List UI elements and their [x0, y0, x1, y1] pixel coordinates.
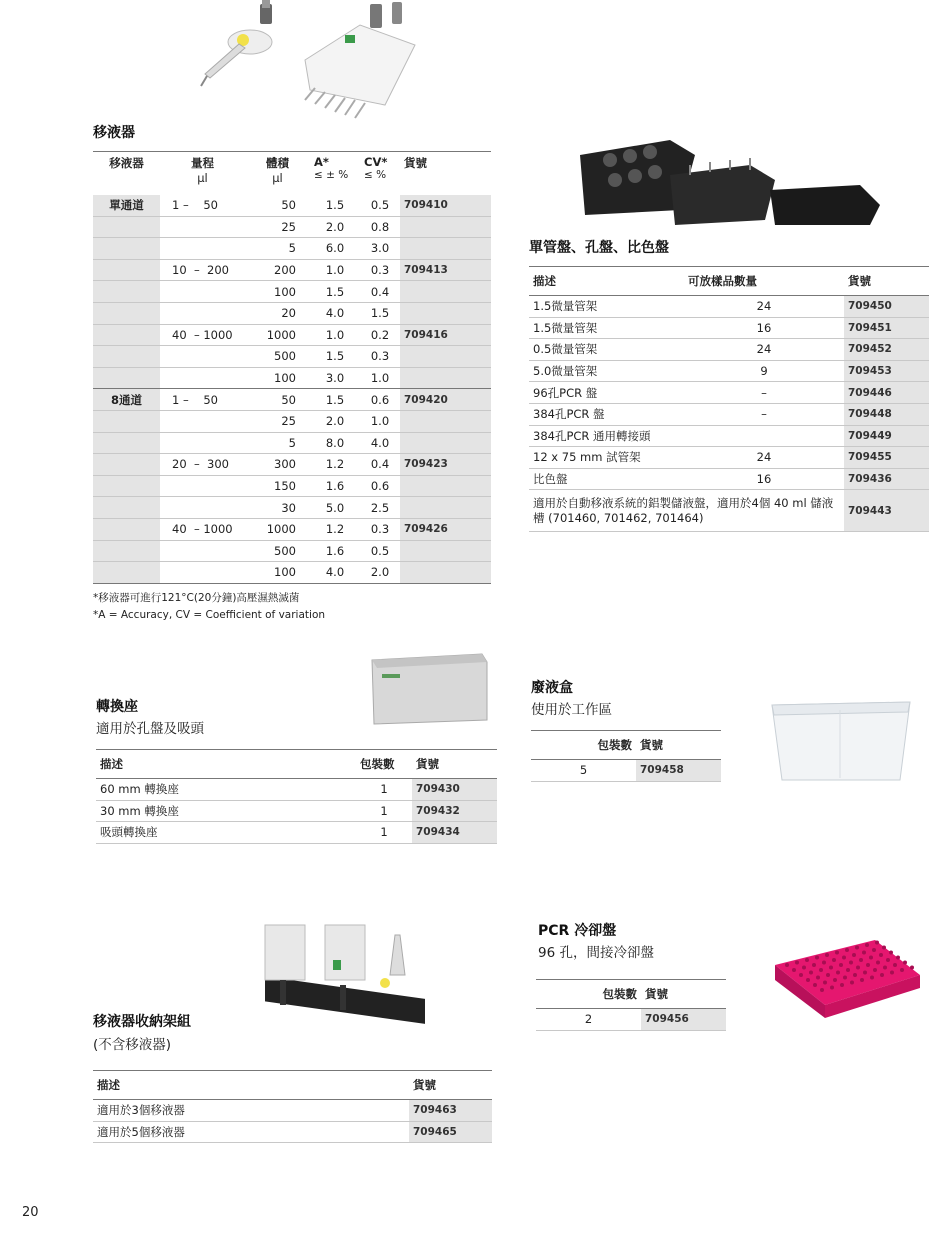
rack-desc: 5.0微量管架: [533, 364, 598, 379]
header-part-number: 貨號: [404, 156, 427, 170]
cell-accuracy: 2.0: [325, 219, 345, 234]
pipette-row: [93, 324, 491, 346]
rack-desc: 比色盤: [533, 472, 568, 487]
rack-part-number: 709448: [844, 403, 929, 425]
cell-range: [160, 367, 245, 389]
waste-header-part: 貨號: [640, 738, 663, 752]
well-hole: [869, 956, 873, 960]
cell-part-number: [400, 346, 491, 368]
cell-cv: 0.4: [370, 284, 390, 299]
cell-channel: 8通道: [93, 389, 160, 411]
well-hole: [823, 981, 827, 985]
well-hole: [860, 978, 864, 982]
cell-cv: 2.0: [370, 565, 390, 580]
stand-row: [93, 1121, 492, 1143]
cell-range: [160, 216, 245, 238]
well-hole: [830, 986, 834, 990]
cell-accuracy: 3.0: [325, 371, 345, 386]
rack-row: [529, 382, 929, 404]
well-hole: [792, 968, 796, 972]
adapter-row: [96, 822, 497, 844]
cell-accuracy: 5.0: [325, 500, 345, 515]
cell-volume: 50: [281, 198, 296, 213]
rack-row: [529, 447, 929, 469]
pipette-row: [93, 475, 491, 497]
stand-part-number: 709463: [409, 1100, 492, 1122]
header-volume: 體積 µl: [266, 156, 289, 185]
waste-subtitle: 使用於工作區: [531, 702, 612, 718]
rack-row: [529, 339, 929, 361]
well-hole: [795, 961, 799, 965]
adapter-header-desc: 描述: [100, 757, 123, 771]
cell-channel: [93, 432, 160, 454]
pipette-row: [93, 432, 491, 454]
adapter-desc: 30 mm 轉換座: [100, 803, 179, 818]
well-hole: [802, 966, 806, 970]
multi-channel-pipette-image: [305, 2, 415, 118]
well-hole: [785, 963, 789, 967]
rack-part-number: 709443: [844, 490, 929, 532]
cell-accuracy: 1.5: [325, 349, 345, 364]
adapter-subtitle: 適用於孔盤及吸頭: [96, 721, 204, 737]
cell-range: 1 – 50: [172, 392, 218, 407]
pipette-row: [93, 389, 491, 411]
cell-range: [160, 540, 245, 562]
racks-header-part: 貨號: [848, 274, 871, 288]
cell-part-number: [400, 540, 491, 562]
cell-channel: [93, 324, 160, 346]
cell-part-number: [400, 281, 491, 303]
stand-table: [93, 1070, 492, 1143]
cell-volume: 200: [274, 263, 296, 278]
header-accuracy: A* ≤ ± %: [314, 155, 349, 181]
cell-accuracy: 1.0: [325, 263, 345, 278]
cell-part-number: 709420: [400, 389, 491, 411]
cell-channel: [93, 367, 160, 389]
cell-part-number: 709416: [400, 324, 491, 346]
waste-part: 709458: [636, 760, 721, 782]
well-hole: [882, 946, 886, 950]
pipette-row: [93, 238, 491, 260]
well-hole: [849, 961, 853, 965]
well-hole: [876, 961, 880, 965]
well-hole: [839, 963, 843, 967]
cell-accuracy: 1.5: [325, 284, 345, 299]
racks-image: [570, 130, 890, 230]
well-hole: [812, 963, 816, 967]
well-hole: [900, 968, 904, 972]
cell-part-number: [400, 497, 491, 519]
cell-cv: 0.3: [370, 522, 390, 537]
cell-cv: 2.5: [370, 500, 390, 515]
well-hole: [879, 953, 883, 957]
well-hole: [835, 951, 839, 955]
well-hole: [852, 953, 856, 957]
pipettes-table: [93, 151, 491, 584]
adapter-body: [96, 779, 497, 844]
rack-part-number: 709451: [844, 317, 929, 339]
well-hole: [815, 956, 819, 960]
rack-part-number: 709450: [844, 296, 929, 318]
cell-accuracy: 6.0: [325, 241, 345, 256]
cell-part-number: [400, 475, 491, 497]
cell-part-number: 709413: [400, 259, 491, 281]
cell-cv: 0.5: [370, 543, 390, 558]
cell-accuracy: 4.0: [325, 306, 345, 321]
cell-part-number: [400, 216, 491, 238]
cell-channel: [93, 346, 160, 368]
cell-range: [160, 497, 245, 519]
cell-volume: 1000: [266, 327, 296, 342]
cell-volume: 5: [288, 241, 296, 256]
rack-desc: 適用於自動移液系統的鋁製儲液盤，適用於4個 40 ml 儲液槽 (701460, 701462, 701464): [533, 495, 834, 525]
cell-volume: 100: [274, 565, 296, 580]
cell-part-number: [400, 302, 491, 324]
cell-range: 20 – 300: [172, 457, 229, 472]
note-abbrev: *A = Accuracy, CV = Coefficient of variation: [93, 609, 326, 621]
pipette-row: [93, 518, 491, 540]
pipettes-body: [93, 195, 491, 584]
stand-part-number: 709465: [409, 1121, 492, 1143]
waste-table: [531, 730, 721, 782]
cell-cv: 1.0: [370, 414, 390, 429]
pipette-row: [93, 454, 491, 476]
well-hole: [822, 961, 826, 965]
well-hole: [846, 968, 850, 972]
cell-accuracy: 1.2: [325, 457, 345, 472]
well-hole: [816, 976, 820, 980]
well-hole: [853, 973, 857, 977]
adapter-desc: 吸頭轉換座: [100, 825, 158, 840]
adapter-part-number: 709434: [412, 822, 497, 844]
pipette-row: [93, 367, 491, 389]
rack-qty: –: [761, 407, 767, 422]
racks-title: 單管盤、孔盤、比色盤: [529, 240, 669, 256]
cell-accuracy: 2.0: [325, 414, 345, 429]
rack-row: [529, 468, 929, 490]
cell-range: [160, 302, 245, 324]
cell-accuracy: 8.0: [325, 435, 345, 450]
cooler-title: PCR 冷卻盤: [538, 923, 617, 939]
cell-volume: 25: [281, 219, 296, 234]
header-range: 量程 µl: [191, 156, 214, 185]
well-hole: [872, 948, 876, 952]
cell-cv: 1.5: [370, 306, 390, 321]
cell-channel: [93, 259, 160, 281]
well-hole: [850, 981, 854, 985]
adapter-qty: 1: [380, 825, 388, 840]
well-hole: [819, 968, 823, 972]
well-hole: [855, 946, 859, 950]
pipette-row: [93, 259, 491, 281]
cell-range: [160, 432, 245, 454]
header-pipette: 移液器: [109, 156, 144, 170]
well-hole: [836, 971, 840, 975]
well-hole: [806, 978, 810, 982]
cell-channel: [93, 302, 160, 324]
adapter-desc: 60 mm 轉換座: [100, 782, 179, 797]
racks-body: [529, 296, 929, 532]
cell-channel: [93, 216, 160, 238]
rack-desc: 1.5微量管架: [533, 299, 598, 314]
cell-range: [160, 281, 245, 303]
pipette-row: [93, 216, 491, 238]
rack-row: [529, 296, 929, 318]
cell-channel: [93, 518, 160, 540]
cell-range: [160, 410, 245, 432]
pcr-cooler-image: [765, 920, 925, 1020]
adapter-row: [96, 779, 497, 801]
cell-cv: 0.3: [370, 349, 390, 364]
cell-range: 40 – 1000: [172, 522, 233, 537]
cell-cv: 3.0: [370, 241, 390, 256]
stand-header-desc: 描述: [97, 1078, 120, 1092]
adapter-part-number: 709430: [412, 779, 497, 801]
well-hole: [889, 951, 893, 955]
rack-row: [529, 425, 929, 447]
cell-cv: 0.2: [370, 327, 390, 342]
cooler-header-qty: 包裝數: [602, 987, 637, 1001]
rack-part-number: 709446: [844, 382, 929, 404]
rack-part-number: 709449: [844, 425, 929, 447]
well-hole: [875, 941, 879, 945]
well-hole: [842, 956, 846, 960]
adapter-header-part: 貨號: [416, 757, 439, 771]
cell-cv: 0.6: [370, 479, 390, 494]
note-autoclave: *移液器可進行121°C(20分鐘)高壓濕熱滅菌: [93, 592, 300, 604]
cell-volume: 20: [281, 306, 296, 321]
cell-part-number: 709423: [400, 454, 491, 476]
rack-qty: 24: [756, 450, 772, 465]
racks-header-qty: 可放樣品數量: [688, 274, 757, 288]
rack-desc: 1.5微量管架: [533, 320, 598, 335]
well-hole: [805, 958, 809, 962]
cell-volume: 100: [274, 284, 296, 299]
cell-accuracy: 1.6: [325, 479, 345, 494]
cell-part-number: [400, 562, 491, 584]
well-hole: [826, 973, 830, 977]
cell-channel: 單通道: [93, 195, 160, 217]
cell-cv: 0.4: [370, 457, 390, 472]
waste-header-qty: 包裝數: [597, 738, 632, 752]
cell-volume: 150: [274, 479, 296, 494]
waste-qty: 5: [579, 763, 588, 778]
cell-range: 10 – 200: [172, 263, 229, 278]
rack-part-number: 709455: [844, 447, 929, 469]
cell-volume: 5: [288, 435, 296, 450]
pipette-row: [93, 281, 491, 303]
adapter-table: [96, 749, 497, 844]
racks-table: [529, 266, 929, 532]
cell-channel: [93, 238, 160, 260]
rack-desc: 384孔PCR 盤: [533, 407, 605, 422]
stand-subtitle: (不含移液器): [93, 1037, 172, 1053]
cell-range: [160, 475, 245, 497]
stand-title: 移液器收納架組: [93, 1014, 191, 1030]
stand-image: [255, 915, 435, 1045]
well-hole: [856, 966, 860, 970]
well-hole: [880, 973, 884, 977]
waste-title: 廢液盒: [531, 680, 573, 696]
well-hole: [870, 976, 874, 980]
adapter-part-number: 709432: [412, 800, 497, 822]
rack-row: [529, 490, 929, 532]
well-hole: [829, 966, 833, 970]
rack-qty: 16: [756, 472, 772, 487]
adapter-title: 轉換座: [96, 699, 138, 715]
well-hole: [813, 983, 817, 987]
pipette-images: [145, 0, 495, 125]
cell-volume: 50: [281, 392, 296, 407]
cell-cv: 0.5: [370, 198, 390, 213]
well-hole: [910, 966, 914, 970]
adapter-qty: 1: [380, 803, 388, 818]
cell-part-number: 709426: [400, 518, 491, 540]
rack-qty: [684, 425, 844, 447]
cell-accuracy: 4.0: [325, 565, 345, 580]
well-hole: [883, 966, 887, 970]
rack-desc: 0.5微量管架: [533, 342, 598, 357]
well-hole: [833, 978, 837, 982]
well-hole: [809, 971, 813, 975]
cooler-header-part: 貨號: [645, 987, 668, 1001]
cell-part-number: [400, 410, 491, 432]
pipette-row: [93, 540, 491, 562]
pipette-row: [93, 195, 491, 217]
well-hole: [896, 956, 900, 960]
well-hole: [840, 983, 844, 987]
pipettes-notes: [93, 590, 325, 624]
cooler-subtitle: 96 孔，間接冷卻盤: [538, 945, 654, 961]
cell-channel: [93, 562, 160, 584]
rack-part-number: 709452: [844, 339, 929, 361]
well-hole: [865, 943, 869, 947]
rack-row: [529, 360, 929, 382]
cell-channel: [93, 540, 160, 562]
well-hole: [890, 971, 894, 975]
page-number: 20: [22, 1205, 39, 1220]
pipette-row: [93, 497, 491, 519]
cell-part-number: [400, 432, 491, 454]
adapter-row: [96, 800, 497, 822]
rack-row: [529, 317, 929, 339]
well-hole: [832, 958, 836, 962]
well-hole: [825, 953, 829, 957]
well-hole: [799, 973, 803, 977]
cooler-table: [536, 979, 726, 1031]
cooler-qty: 2: [584, 1012, 593, 1027]
racks-header-desc: 描述: [533, 274, 556, 288]
well-hole: [866, 963, 870, 967]
cell-channel: [93, 497, 160, 519]
rack-desc: 12 x 75 mm 試管架: [533, 450, 641, 465]
cell-accuracy: 1.2: [325, 522, 345, 537]
cell-channel: [93, 281, 160, 303]
stand-row: [93, 1100, 492, 1122]
cell-volume: 500: [274, 349, 296, 364]
pipette-row: [93, 562, 491, 584]
stand-desc: 適用於3個移液器: [97, 1103, 185, 1118]
cell-accuracy: 1.0: [325, 327, 345, 342]
rack-qty: 16: [756, 320, 772, 335]
cell-cv: 0.8: [370, 219, 390, 234]
rack-qty: 9: [760, 364, 768, 379]
cell-cv: 1.0: [370, 371, 390, 386]
well-hole: [859, 958, 863, 962]
cell-range: 40 – 1000: [172, 327, 233, 342]
single-channel-pipette-image: [201, 0, 272, 86]
cell-range: [160, 346, 245, 368]
cell-part-number: [400, 367, 491, 389]
adapter-image: [362, 640, 497, 730]
cell-volume: 1000: [266, 522, 296, 537]
cell-volume: 500: [274, 543, 296, 558]
cell-accuracy: 1.6: [325, 543, 345, 558]
well-hole: [903, 961, 907, 965]
cell-part-number: 709410: [400, 195, 491, 217]
rack-qty: 24: [756, 342, 772, 357]
rack-desc: 384孔PCR 通用轉接頭: [533, 428, 651, 443]
rack-row: [529, 403, 929, 425]
rack-part-number: 709453: [844, 360, 929, 382]
header-cv: CV* ≤ %: [364, 155, 388, 181]
cell-volume: 30: [281, 500, 296, 515]
pipette-row: [93, 302, 491, 324]
well-hole: [845, 948, 849, 952]
cell-volume: 300: [274, 457, 296, 472]
well-hole: [873, 968, 877, 972]
cell-cv: 0.3: [370, 263, 390, 278]
cooler-part: 709456: [641, 1009, 726, 1031]
cell-channel: [93, 410, 160, 432]
well-hole: [863, 971, 867, 975]
cell-volume: 25: [281, 414, 296, 429]
rack-desc: 96孔PCR 盤: [533, 385, 598, 400]
rack-qty: –: [761, 385, 767, 400]
well-hole: [893, 963, 897, 967]
stand-body: [93, 1100, 492, 1143]
cell-channel: [93, 454, 160, 476]
cell-range: 1 – 50: [172, 198, 218, 213]
adapter-header-qty: 包裝數: [360, 757, 395, 771]
pipettes-title: 移液器: [93, 125, 135, 141]
rack-qty: 24: [756, 299, 772, 314]
cell-range: [160, 562, 245, 584]
stand-header-part: 貨號: [413, 1078, 436, 1092]
well-hole: [820, 988, 824, 992]
well-hole: [862, 951, 866, 955]
rack-part-number: 709436: [844, 468, 929, 490]
pipette-row: [93, 410, 491, 432]
cell-cv: 4.0: [370, 435, 390, 450]
cell-range: [160, 238, 245, 260]
adapter-qty: 1: [380, 782, 388, 797]
waste-box-image: [760, 690, 920, 790]
cell-volume: 100: [274, 371, 296, 386]
cell-channel: [93, 475, 160, 497]
cell-cv: 0.6: [370, 392, 390, 407]
pipette-row: [93, 346, 491, 368]
cell-accuracy: 1.5: [325, 392, 345, 407]
cell-accuracy: 1.5: [325, 198, 345, 213]
well-hole: [843, 976, 847, 980]
cell-part-number: [400, 238, 491, 260]
stand-desc: 適用於5個移液器: [97, 1124, 185, 1139]
well-hole: [886, 958, 890, 962]
